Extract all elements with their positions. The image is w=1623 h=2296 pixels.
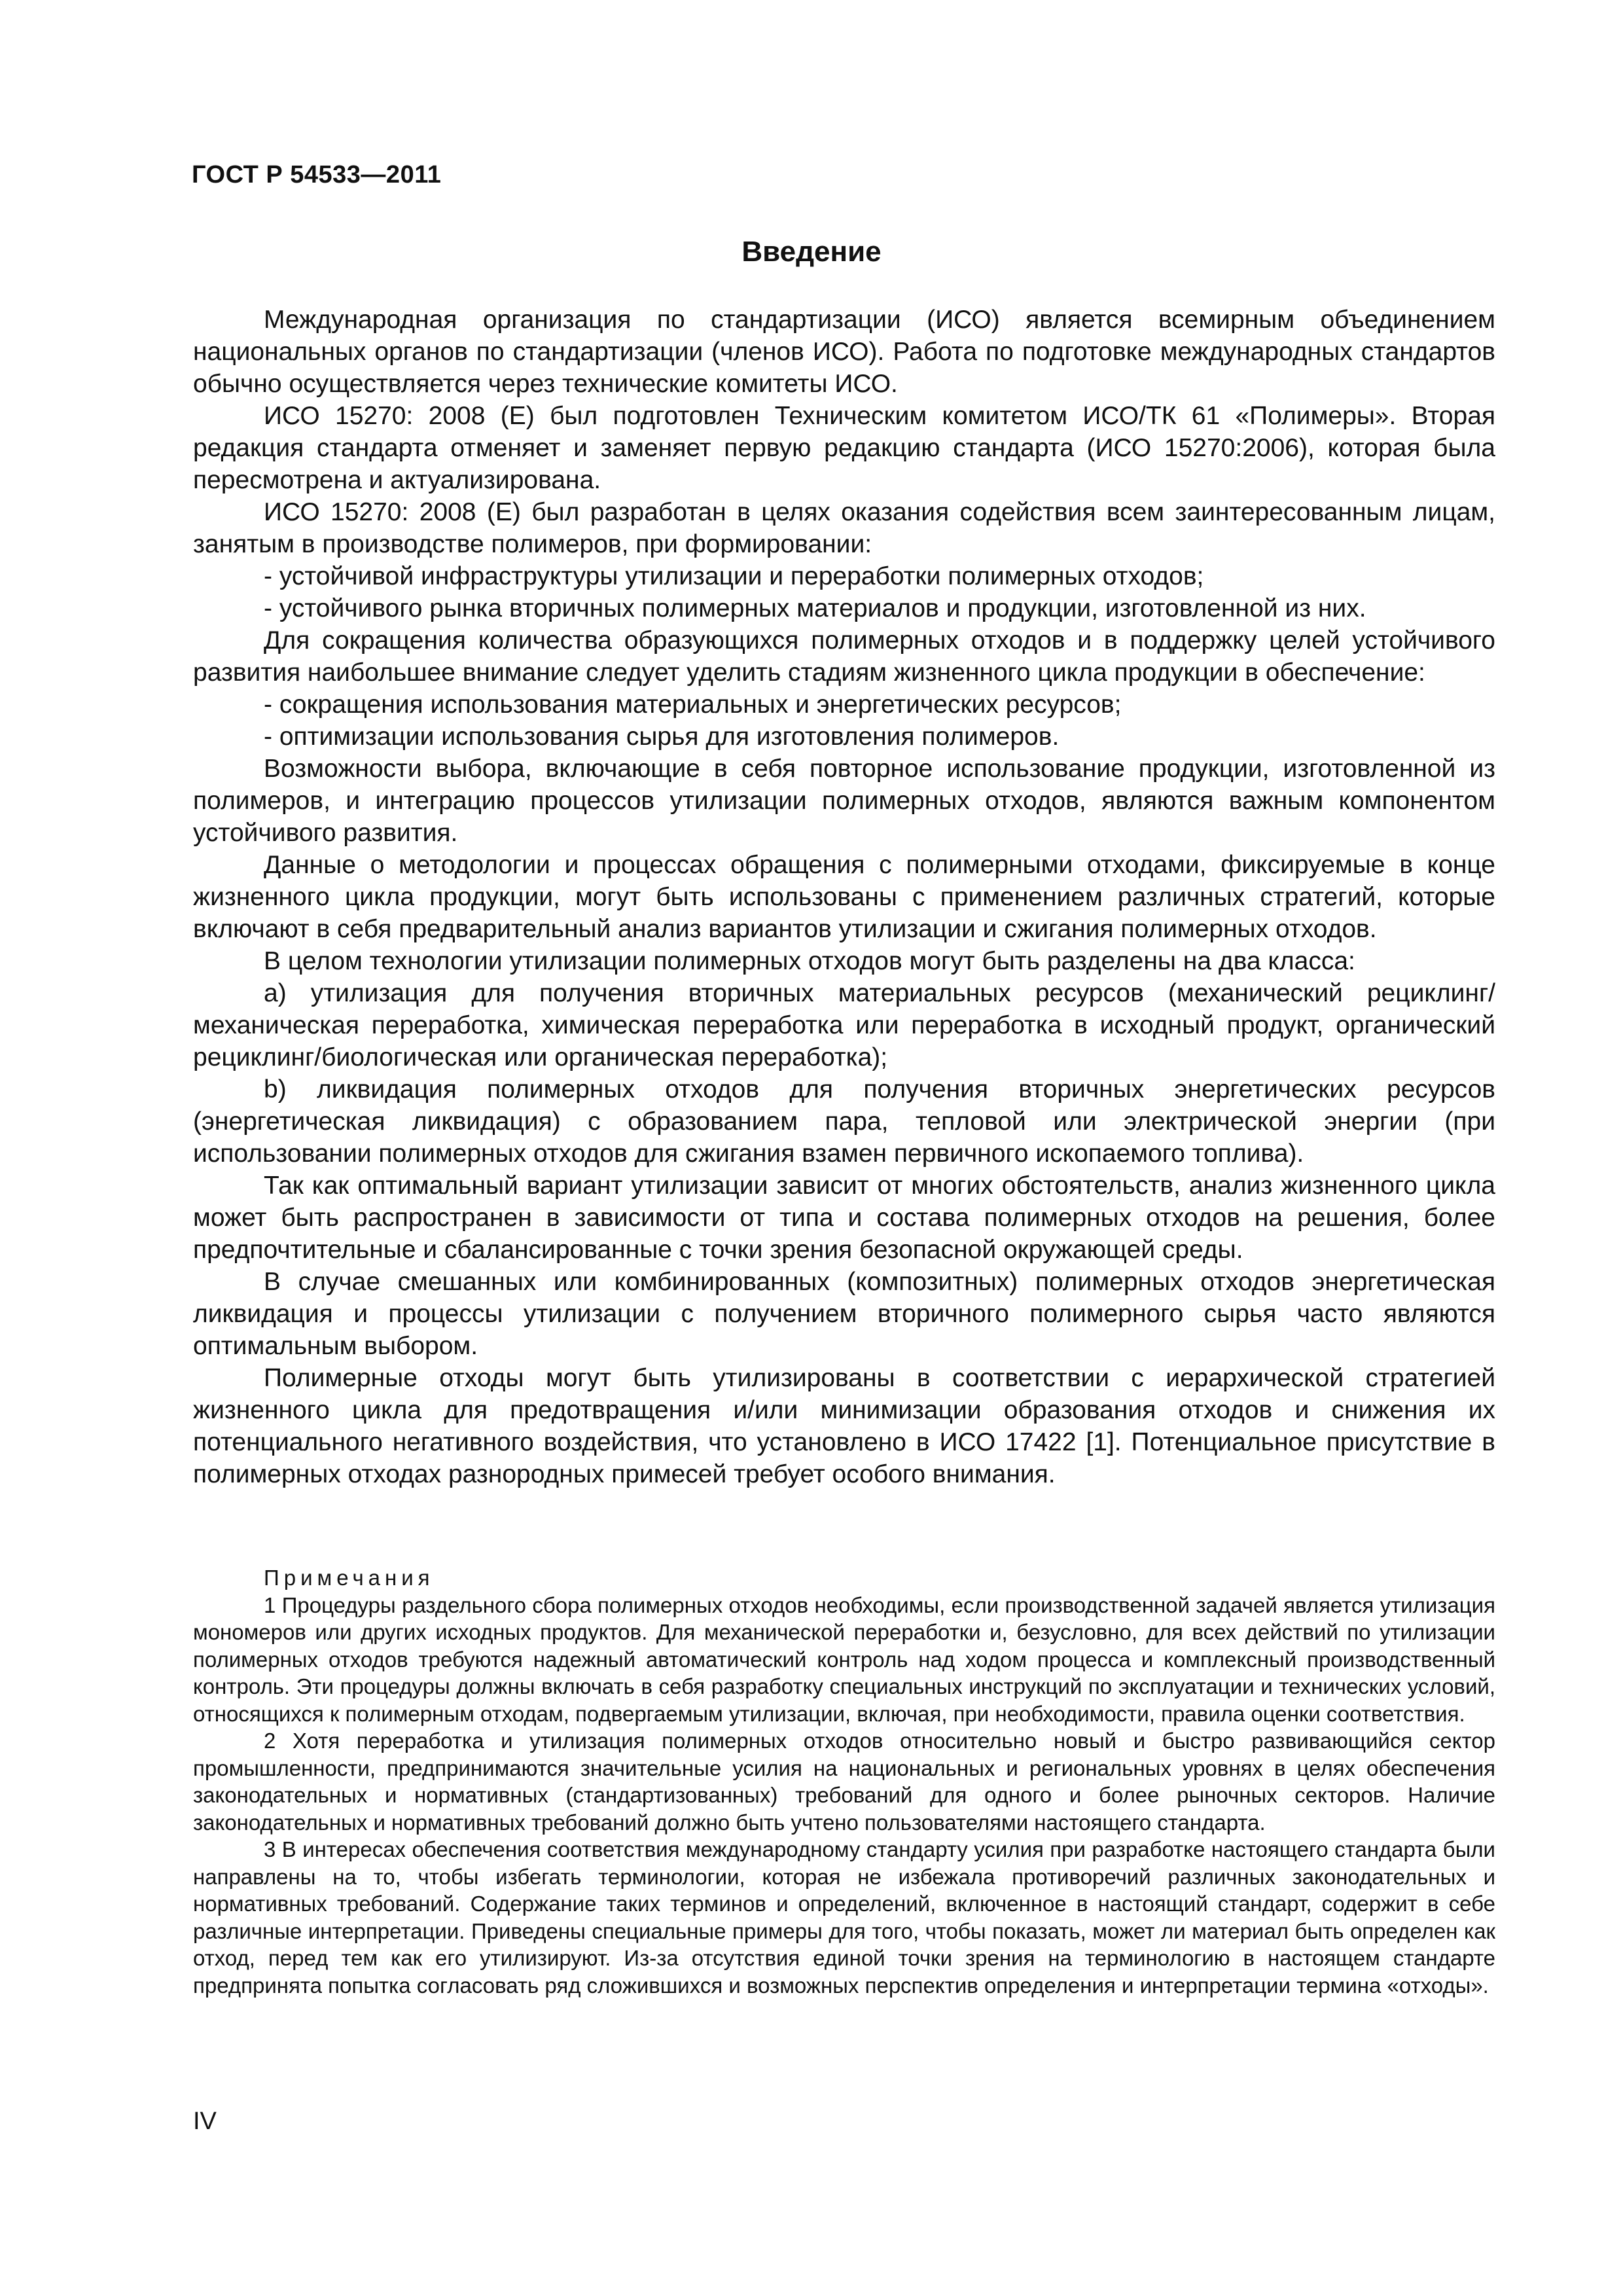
list-item: a) утилизация для получения вторичных материальных ресурсов (механический рециклинг/механическая переработка, химическая переработка или переработка в исходный продукт, органический рециклинг/биологическая или органическая переработка); — [193, 979, 1495, 1071]
paragraph: В случае смешанных или комбинированных (композитных) полимерных отходов энергетическая ликвидация и процессы утилизации с получением вторичного полимерного сырья часто являются оптимальным выбором. — [193, 1268, 1495, 1360]
paragraph: ИСО 15270: 2008 (Е) был подготовлен Техническим комитетом ИСО/ТК 61 «Полимеры». Вторая редакция стандарта отменяет и заменяет первую редакцию стандарта (ИСО 15270:2006), которая была пересмотрена и актуализирована. — [193, 402, 1495, 494]
note-item: 1 Процедуры раздельного сбора полимерных отходов необходимы, если производственной задачей является утилизация мономеров или других исходных продуктов. Для механической переработки и, безусловно, для всех действий по утилизации полимерных отходов требуются надежный автоматический контроль над ходом процесса и комплексный производственный контроль. Эти процедуры должны включать в себя разработку специальных инструкций по эксплуатации и технических условий, относящихся к полимерным отходам, подвергаемым утилизации, включая, при необходимости, правила оценки соответствия. — [193, 1592, 1495, 1726]
paragraph: Так как оптимальный вариант утилизации зависит от многих обстоятельств, анализ жизненного цикла может быть распространен в зависимости от типа и состава полимерных отходов на решения, более предпочтительные и сбалансированные с точки зрения безопасной окружающей среды. — [193, 1172, 1495, 1264]
paragraph: В целом технологии утилизации полимерных отходов могут быть разделены на два класса: — [264, 947, 1355, 975]
paragraph: Данные о методологии и процессах обращения с полимерными отходами, фиксируемые в конце жизненного цикла продукции, могут быть использованы с применением различных стратегий, которые включают в себя предварительный анализ вариантов утилизации и сжигания полимерных отходов. — [193, 851, 1495, 943]
note-item: 3 В интересах обеспечения соответствия международному стандарту усилия при разработке настоящего стандарта были направлены на то, чтобы избегать терминологии, которая не избежала противоречий различных законодательных и нормативных требований. Содержание таких терминов и определений, включенное в настоящий стандарт, содержит в себе различные интерпретации. Приведены специальные примеры для того, чтобы показать, может ли материал быть определен как отход, перед тем как его утилизируют. Из-за отсутствия единой точки зрения на терминологию в настоящем стандарте предпринята попытка согласовать ряд сложившихся и возможных перспектив определения и интерпретации термина «отходы». — [193, 1837, 1495, 1998]
notes-section — [193, 1564, 1495, 1999]
section-title: Введение — [741, 236, 882, 268]
notes-title: Примечания — [264, 1566, 435, 1590]
paragraph: Полимерные отходы могут быть утилизированы в соответствии с иерархической стратегией жизненного цикла для предотвращения и/или минимизации образования отходов и снижения их потенциального негативного воздействия, что установлено в ИСО 17422 [1]. Потенциальное присутствие в полимерных отходах разнородных примесей требует особого внимания. — [193, 1364, 1495, 1488]
paragraph: Международная организация по стандартизации (ИСО) является всемирным объединением национальных органов по стандартизации (членов ИСО). Работа по подготовке международных стандартов обычно осуществляется через технические комитеты ИСО. — [193, 306, 1495, 398]
page-number: IV — [193, 2108, 217, 2135]
introduction-body — [193, 304, 1495, 1490]
list-item: b) ликвидация полимерных отходов для получения вторичных энергетических ресурсов (энергетическая ликвидация) с образованием пара, тепловой или электрической энергии (при использовании полимерных отходов для сжигания взамен первичного ископаемого топлива). — [193, 1075, 1495, 1168]
list-item: - устойчивой инфраструктуры утилизации и переработки полимерных отходов; — [264, 562, 1204, 590]
paragraph: Для сокращения количества образующихся полимерных отходов и в поддержку целей устойчивого развития наибольшее внимание следует уделить стадиям жизненного цикла продукции в обеспечение: — [193, 626, 1495, 687]
paragraph: ИСО 15270: 2008 (Е) был разработан в целях оказания содействия всем заинтересованным лицам, занятым в производстве полимеров, при формировании: — [193, 498, 1495, 558]
list-item: - оптимизации использования сырья для изготовления полимеров. — [264, 723, 1060, 751]
document-header-code: ГОСТ Р 54533—2011 — [192, 161, 442, 188]
list-item: - сокращения использования материальных и энергетических ресурсов; — [264, 691, 1122, 719]
paragraph: Возможности выбора, включающие в себя повторное использование продукции, изготовленной из полимеров, и интеграцию процессов утилизации полимерных отходов, являются важным компонентом устойчивого развития. — [193, 755, 1495, 847]
list-item: - устойчивого рынка вторичных полимерных материалов и продукции, изготовленной из них. — [264, 594, 1366, 622]
note-item: 2 Хотя переработка и утилизация полимерных отходов относительно новый и быстро развивающийся сектор промышленности, предпринимаются значительные усилия на национальных и региональных уровнях в целях обеспечения законодательных и нормативных (стандартизованных) требований для одного и более рыночных секторов. Наличие законодательных и нормативных требований должно быть учтено пользователями настоящего стандарта. — [193, 1729, 1495, 1835]
